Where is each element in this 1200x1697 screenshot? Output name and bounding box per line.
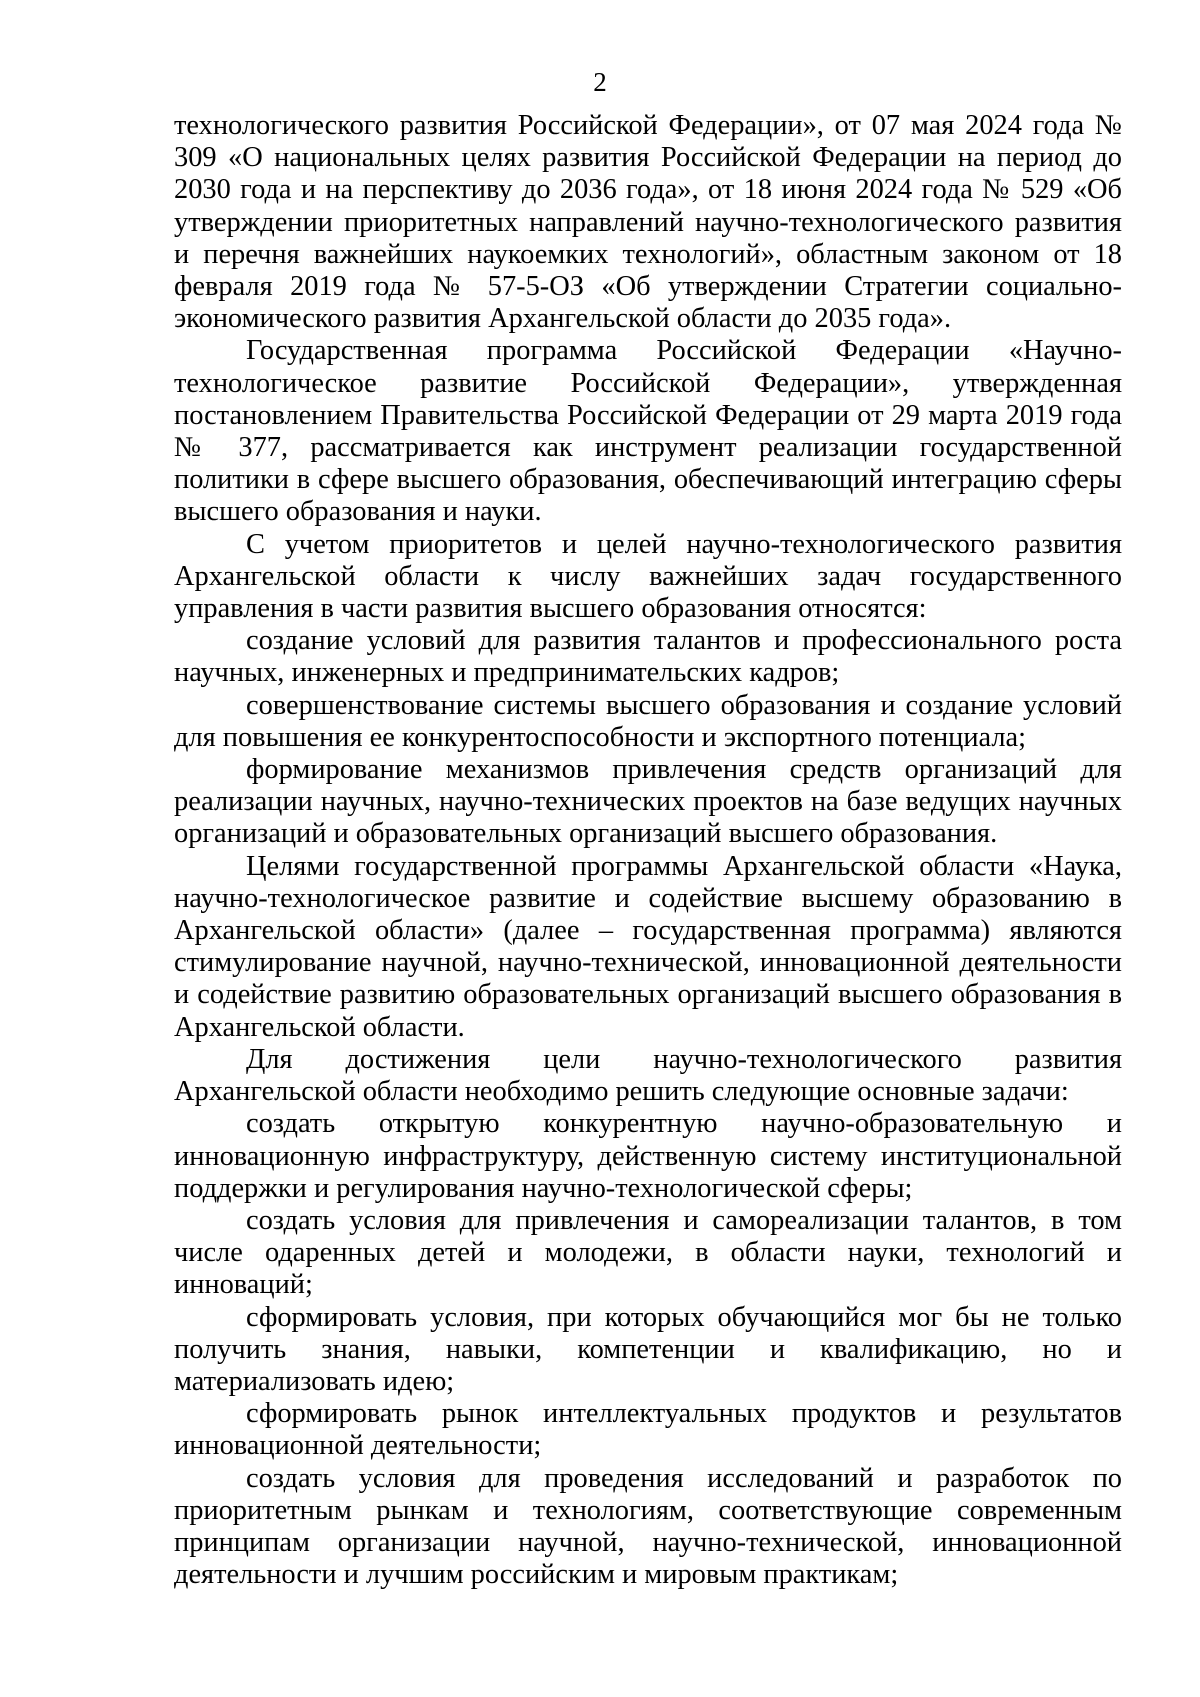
list-item: совершенствование системы высшего образования и создание условий для повышения ее конкурентоспособности и экспортного потенциала;: [174, 689, 1122, 753]
paragraph: С учетом приоритетов и целей научно-технологического развития Архангельской области к числу важнейших задач государственного управления в части развития высшего образования относятся:: [174, 528, 1122, 625]
document-body: [174, 110, 1122, 1591]
list-item: формирование механизмов привлечения средств организаций для реализации научных, научно-технических проектов на базе ведущих научных организаций и образовательных организаций высшего образования.: [174, 754, 1122, 850]
page-number: 2: [593, 67, 607, 97]
list-item: сформировать рынок интеллектуальных продуктов и результатов инновационной деятельности;: [174, 1398, 1122, 1462]
list-item: создание условий для развития талантов и профессионального роста научных, инженерных и предпринимательских кадров;: [174, 625, 1122, 689]
paragraph: Для достижения цели научно-технологического развития Архангельской области необходимо решить следующие основные задачи:: [174, 1043, 1122, 1108]
list-item: создать условия для проведения исследований и разработок по приоритетным рынкам и технологиям, соответствующие современным принципам организации научной, научно-технической, инновационной деятельности и лучшим российским и мировым практикам;: [174, 1462, 1122, 1591]
list-item: создать условия для привлечения и самореализации талантов, в том числе одаренных детей и молодежи, в области науки, технологий и инноваций;: [174, 1204, 1122, 1301]
list-item: создать открытую конкурентную научно-образовательную и инновационную инфраструктуру, действенную систему институциональной поддержки и регулирования научно-технологической сферы;: [174, 1108, 1122, 1204]
paragraph: Государственная программа Российской Федерации «Научно-технологическое развитие Российской Федерации», утвержденная постановлением Правительства Российской Федерации от 29 марта 2019 года № 377, рассматривается как инструмент реализации государственной политики в сфере высшего образования, обеспечивающий интеграцию сферы высшего образования и науки.: [174, 335, 1122, 528]
paragraph: Целями государственной программы Архангельской области «Наука, научно-технологическое развитие и содействие высшему образованию в Архангельской области» (далее – государственная программа) являются стимулирование научной, научно-технической, инновационной деятельности и содействие развитию образовательных организаций высшего образования в Архангельской области.: [174, 850, 1122, 1043]
list-item: сформировать условия, при которых обучающийся мог бы не только получить знания, навыки, компетенции и квалификацию, но и материализовать идею;: [174, 1301, 1122, 1397]
paragraph: технологического развития Российской Федерации», от 07 мая 2024 года № 309 «О национальных целях развития Российской Федерации на период до 2030 года и на перспективу до 2036 года», от 18 июня 2024 года № 529 «Об утверждении приоритетных направлений научно-технологического развития и перечня важнейших наукоемких технологий», областным законом от 18 февраля 2019 года № 57-5-ОЗ «Об утверждении Стратегии социально-экономического развития Архангельской области до 2035 года».: [174, 110, 1122, 335]
